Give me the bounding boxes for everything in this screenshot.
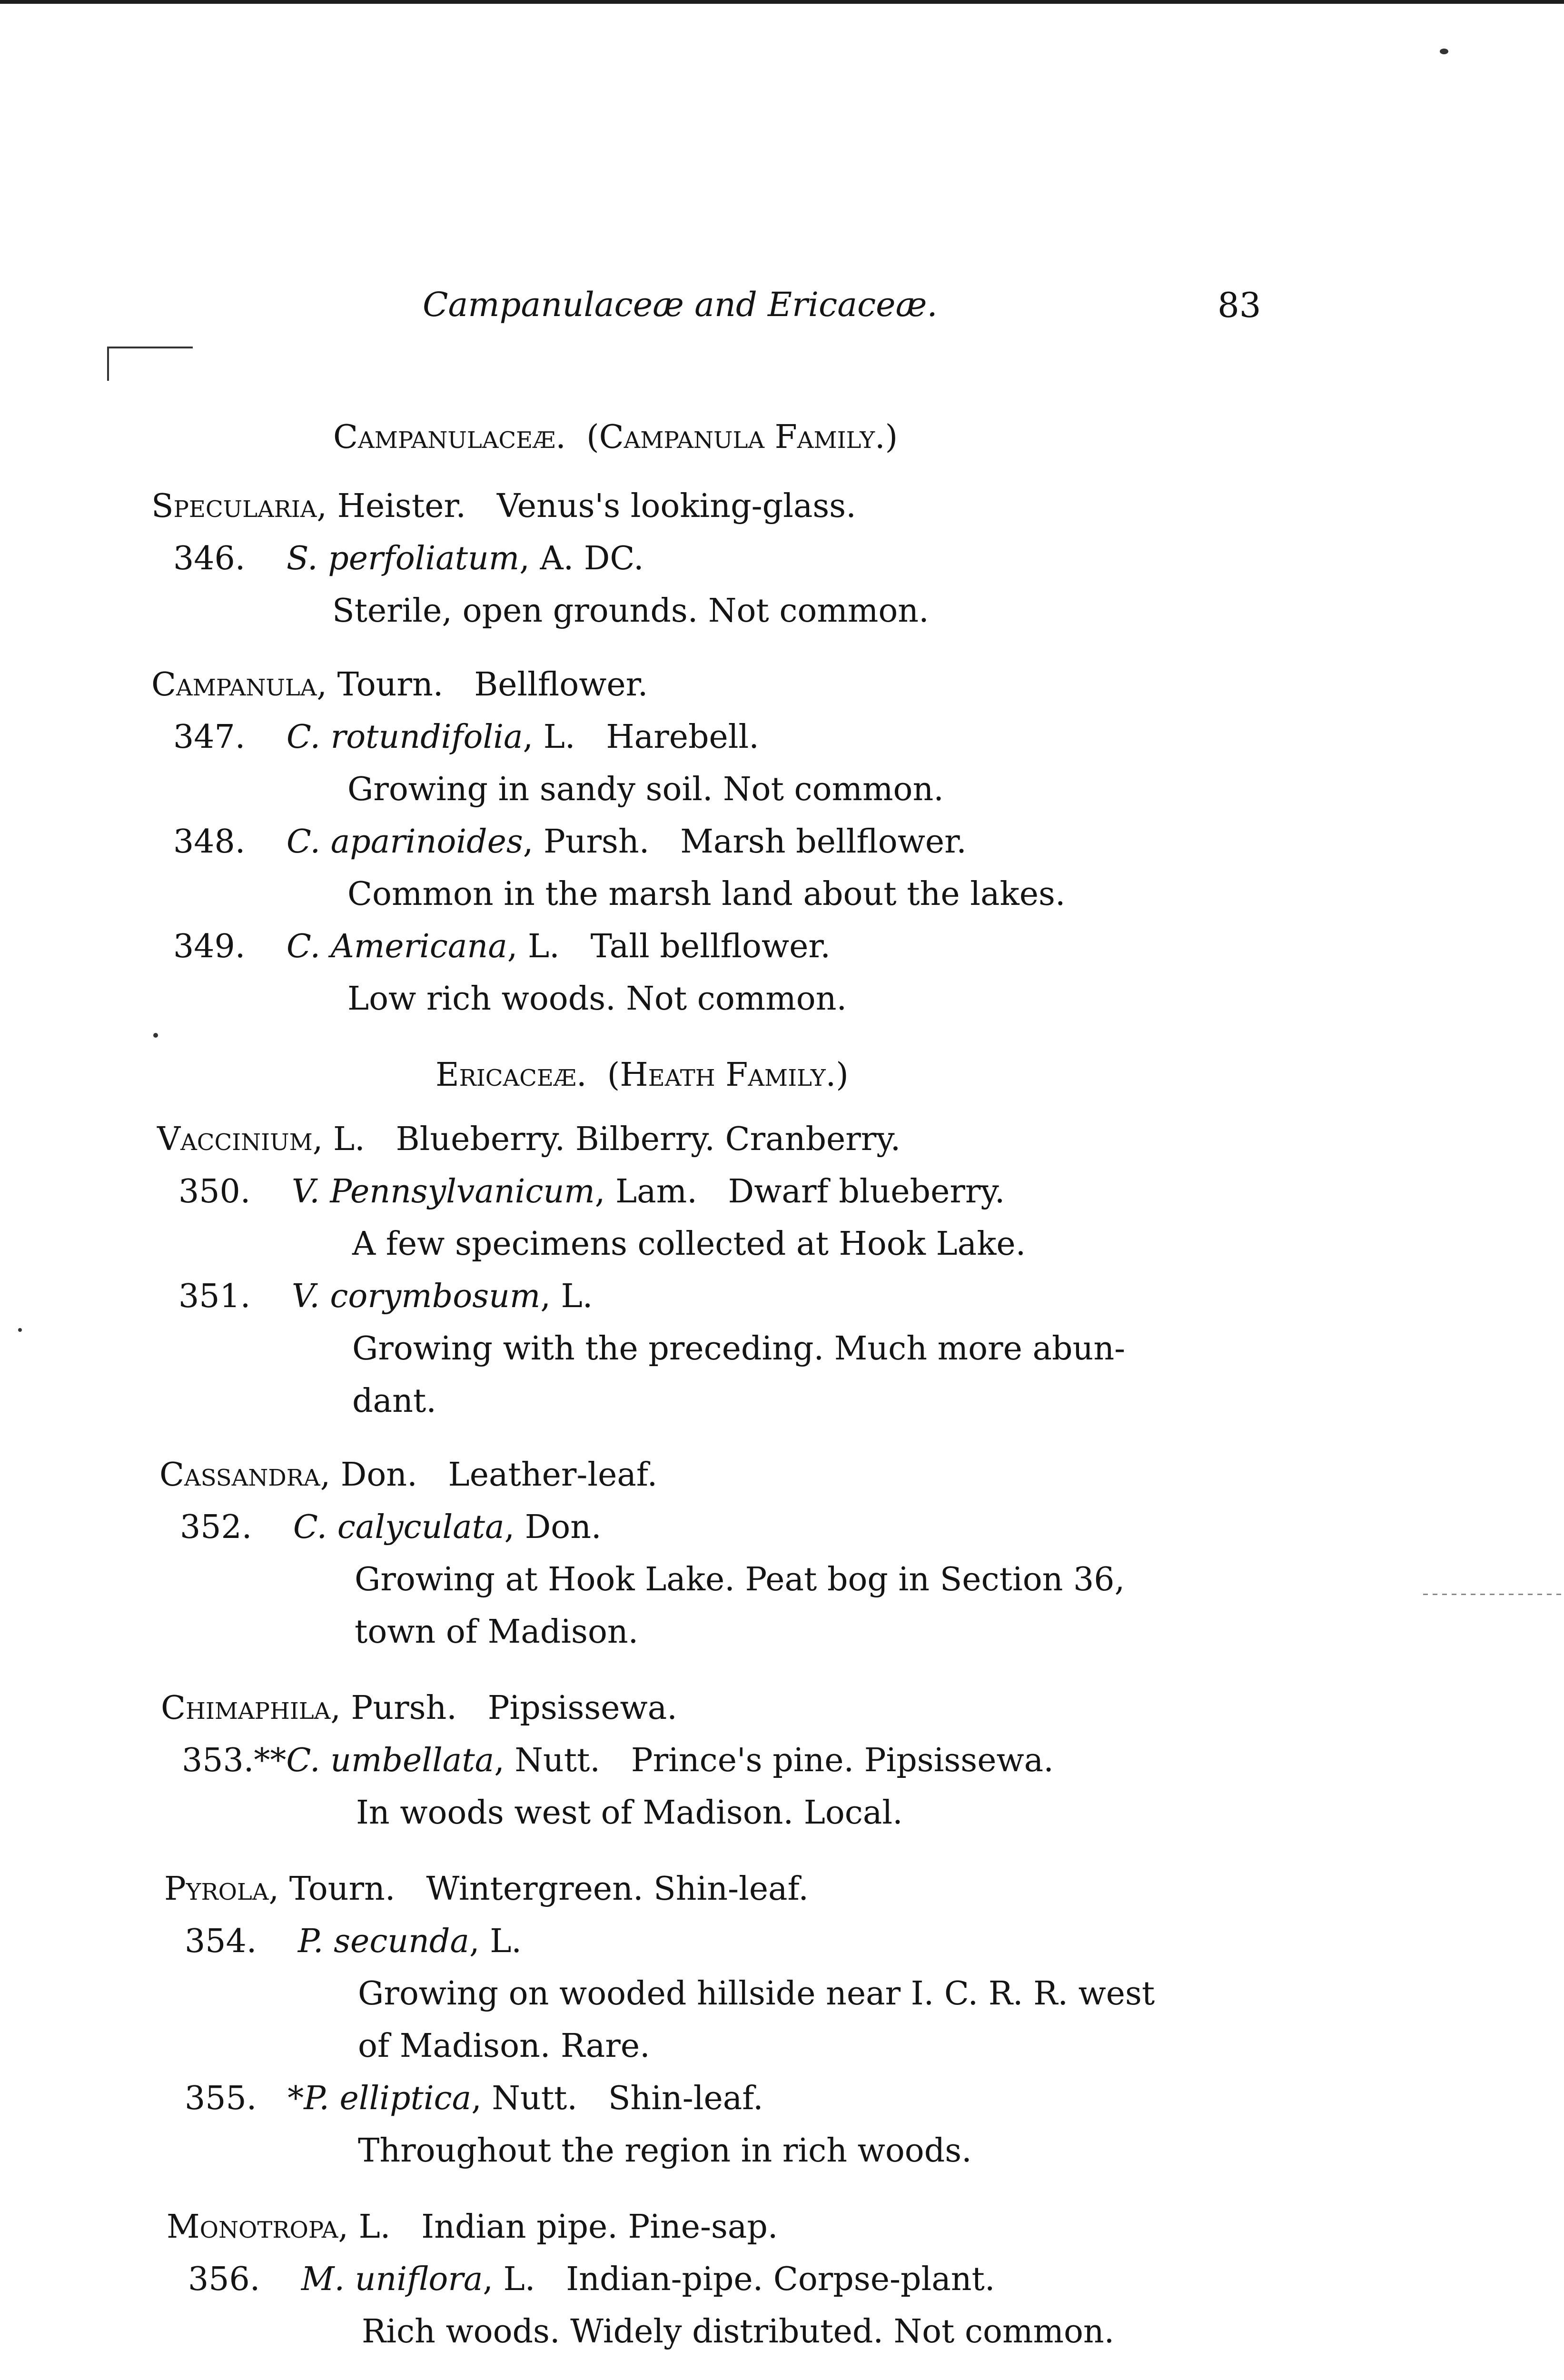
species-note: dant. — [352, 1382, 436, 1420]
species-entry: 352. C. calyculata, Don. — [180, 1508, 602, 1546]
genus-entry: Vaccinium, L. Blueberry. Bilberry. Cranberry. — [157, 1121, 901, 1158]
species-note: Low rich woods. Not common. — [347, 980, 847, 1018]
genus-entry: Chimaphila, Pursh. Pipsissewa. — [161, 1689, 677, 1727]
genus-entry: Specularia, Heister. Venus's looking-glass. — [151, 487, 856, 525]
genus-entry: Campanula, Tourn. Bellflower. — [151, 666, 648, 704]
margin-mark — [107, 347, 109, 381]
print-speck — [18, 1328, 22, 1332]
species-note: Growing on wooded hillside near I. C. R. R. west — [358, 1975, 1155, 2013]
species-entry: 354. P. secunda, L. — [185, 1923, 522, 1960]
genus-entry: Cassandra, Don. Leather-leaf. — [159, 1456, 658, 1494]
family-heading: Ericaceæ. (Heath Family.) — [436, 1056, 849, 1094]
species-entry: 350. V. Pennsylvanicum, Lam. Dwarf blueberry. — [178, 1173, 1005, 1210]
page-fold-line — [1423, 1594, 1564, 1595]
species-note: of Madison. Rare. — [358, 2027, 650, 2065]
species-note: Rich woods. Widely distributed. Not common. — [362, 2313, 1115, 2350]
species-note: town of Madison. — [355, 1613, 639, 1651]
family-heading: Campanulaceæ. (Campanula Family.) — [333, 418, 898, 456]
species-entry: 351. V. corymbosum, L. — [178, 1278, 593, 1315]
page-number: 83 — [1218, 285, 1261, 325]
species-note: A few specimens collected at Hook Lake. — [352, 1225, 1026, 1263]
species-entry: 356. M. uniflora, L. Indian-pipe. Corpse-plant. — [188, 2261, 995, 2298]
species-entry: 346. S. perfoliatum, A. DC. — [173, 540, 644, 577]
species-note: Growing in sandy soil. Not common. — [347, 771, 944, 808]
genus-entry: Pyrola, Tourn. Wintergreen. Shin-leaf. — [164, 1870, 809, 1908]
print-speck — [153, 1033, 158, 1038]
species-note: Growing with the preceding. Much more abun- — [352, 1330, 1126, 1368]
species-note: Sterile, open grounds. Not common. — [332, 592, 929, 630]
species-note: In woods west of Madison. Local. — [356, 1794, 903, 1832]
scan-top-edge — [0, 0, 1564, 4]
species-note: Throughout the region in rich woods. — [358, 2132, 972, 2170]
running-head: Campanulaceæ and Ericaceæ. — [423, 285, 938, 324]
species-entry: 348. C. aparinoides, Pursh. Marsh bellflower. — [173, 823, 967, 861]
species-entry: 353.**C. umbellata, Nutt. Prince's pine. Pipsissewa. — [182, 1742, 1054, 1779]
genus-entry: Monotropa, L. Indian pipe. Pine-sap. — [167, 2208, 778, 2246]
species-entry: 347. C. rotundifolia, L. Harebell. — [173, 718, 759, 756]
species-note: Common in the marsh land about the lakes. — [347, 875, 1066, 913]
species-entry: 355. *P. elliptica, Nutt. Shin-leaf. — [185, 2080, 763, 2117]
margin-mark — [107, 347, 193, 348]
print-speck — [1440, 49, 1448, 54]
species-entry: 349. C. Americana, L. Tall bellflower. — [173, 928, 831, 965]
species-note: Growing at Hook Lake. Peat bog in Section 36, — [355, 1561, 1125, 1598]
